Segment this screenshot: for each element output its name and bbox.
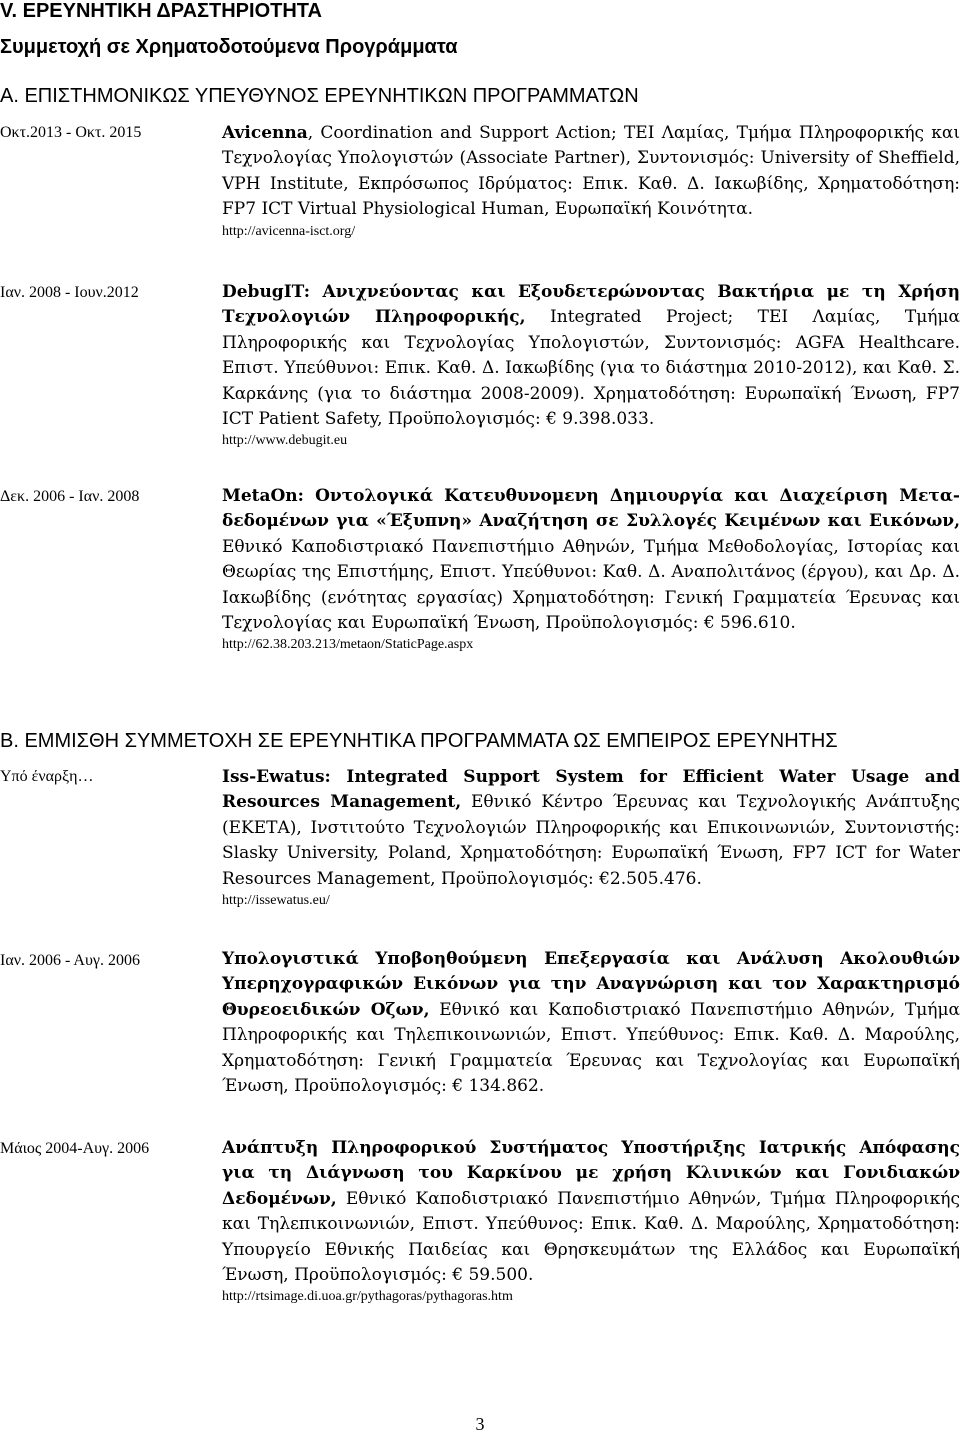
group-a-title: Α. ΕΠΙΣΤΗΜΟΝΙΚΩΣ ΥΠΕΥΘΥΝΟΣ ΕΡΕΥΝΗΤΙΚΩΝ ΠΡΟΓΡΑΜΜΑΤΩΝ — [0, 85, 639, 107]
entry-text: Integrated Project; ΤΕΙ Λαμίας, Τμήμα Πληροφορικής και Τεχνολογίας Υπολογιστών, Συντονισμός: AGFA Healthcare. Επιστ. Υπεύθυνοι: Επικ. Καθ. Δ. Ιακωβίδης (για το διάστημα 2010-2012), και Καθ. Σ. Καρκάνης (για το διάστημα 2008-2009). Χρηματοδότηση: Ευρωπαϊκή Ένωση, FP7 ICT Patient Safety, Προϋπολογισμός: € 9.398.033. — [222, 307, 960, 430]
group-b-title: Β. ΕΜΜΙΣΘΗ ΣΥΜΜΕΤΟΧΗ ΣΕ ΕΡΕΥΝΗΤΙΚΑ ΠΡΟΓΡΑΜΜΑΤΑ ΩΣ ΕΜΠΕΙΡΟΣ ΕΡΕΥΝΗΤΗΣ — [0, 730, 838, 752]
entry-date: Μάιος 2004-Αυγ. 2006 — [0, 1140, 150, 1157]
entry-title: Υπολογιστικά Υποβοηθούμενη Επεξεργασία και Ανάλυση Ακολουθιών Υπερηχογραφικών Εικόνων για την Αναγνώριση και τον Χαρακτηρισμό Θυρεοειδικών Οζων, — [222, 949, 960, 1020]
entry-date: Ιαν. 2006 - Αυγ. 2006 — [0, 952, 140, 969]
entry-description — [222, 947, 960, 1099]
entry-description — [222, 1136, 960, 1306]
entry-title: MetaOn: Οντολογικά Κατευθυνομενη Δημιουργία και Διαχείριση Μετα-δεδομένων για «Έξυπνη» Αναζήτηση σε Συλλογές Κειμένων και Εικόνων, — [222, 486, 960, 532]
entry-title: Iss-Ewatus: Integrated Support System for Efficient Water Usage and Resources Management, — [222, 767, 960, 813]
entry-text: Εθνικό Καποδιστριακό Πανεπιστήμιο Αθηνών, Τμήμα Πληροφορικής και Τηλεπικοινωνιών, Επιστ. Υπεύθυνος: Επικ. Καθ. Δ. Μαρούλης, Χρηματοδότηση: Υπουργείο Εθνικής Παιδείας και Θρησκευμάτων της Ελλάδος και Ευρωπαϊκή Ένωση, Προϋπολογισμός: € 59.500. — [222, 1188, 960, 1286]
entry-title: Ανάπτυξη Πληροφορικού Συστήματος Υποστήριξης Ιατρικής Απόφασης για τη Διάγνωση του Καρκίνου με χρήση Κλινικών και Γονιδιακών Δεδομένων, — [222, 1138, 960, 1209]
entry-link[interactable]: http://rtsimage.di.uoa.gr/pythagoras/pythagoras.htm — [222, 1289, 513, 1305]
entry-link[interactable]: http://issewatus.eu/ — [222, 893, 330, 909]
entry-title: Avicenna — [222, 123, 308, 143]
entry-description — [222, 280, 960, 450]
section-title: V. ΕΡΕΥΝΗΤΙΚΗ ΔΡΑΣΤΗΡΙΟΤΗΤΑ — [0, 0, 322, 22]
entry-description — [222, 765, 960, 910]
entry-description — [222, 121, 960, 241]
entry-date: Υπό έναρξη… — [0, 768, 94, 785]
entry-date: Ιαν. 2008 - Ιουν.2012 — [0, 284, 139, 301]
entry-date: Δεκ. 2006 - Ιαν. 2008 — [0, 488, 140, 505]
entry-title: DebugIT: Ανιχνεύοντας και Εξουδετερώνοντας Βακτήρια με τη Χρήση Τεχνολογιών Πληροφορικής, — [222, 282, 960, 328]
entry-link[interactable]: http://avicenna-isct.org/ — [222, 223, 356, 239]
entry-date: Οκτ.2013 - Οκτ. 2015 — [0, 124, 142, 141]
subsection-title: Συμμετοχή σε Χρηματοδοτούμενα Προγράμματα — [0, 36, 458, 58]
page-number: 3 — [475, 1414, 485, 1434]
entry-link[interactable]: http://www.debugit.eu — [222, 433, 348, 449]
entry-text: Εθνικό Κέντρο Έρευνας και Τεχνολογικής Ανάπτυξης (ΕΚΕΤΑ), Ινστιτούτο Τεχνολογιών Πληροφορικής και Επικοινωνιών, Συντονιστής: Slasky University, Poland, Χρηματοδότηση: Ευρωπαϊκή Ένωση, FP7 ICT for Water Resources Management, Προϋπολογισμός: €2.505.476. — [222, 792, 960, 889]
entry-text: Εθνικό Καποδιστριακό Πανεπιστήμιο Αθηνών, Τμήμα Μεθοδολογίας, Ιστορίας και Θεωρίας της Επιστήμης, Επιστ. Υπεύθυνοι: Καθ. Δ. Αναπολιτάνος (έργου), και Δρ. Δ. Ιακωβίδης (ενότητας εργασίας) Χρηματοδότηση: Γενική Γραμματεία Έρευνας και Τεχνολογίας και Ευρωπαϊκή Ένωση, Προϋπολογισμός: € 596.610. — [222, 536, 960, 634]
entry-description — [222, 484, 960, 654]
entry-link[interactable]: http://62.38.203.213/metaon/StaticPage.aspx — [222, 637, 474, 653]
entry-text: , Coordination and Support Action; ΤΕΙ Λαμίας, Τμήμα Πληροφορικής και Τεχνολογίας Υπολογιστών (Associate Partner), Συντονισμός: University of Sheffield, VPH Institute, Εκπρόσωπος Ιδρύματος: Επικ. Καθ. Δ. Ιακωβίδης, Χρηματοδότηση: FP7 ICT Virtual Physiological Human, Ευρωπαϊκή Κοινότητα. — [222, 123, 960, 220]
entry-text: Εθνικό και Καποδιστριακό Πανεπιστήμιο Αθηνών, Τμήμα Πληροφορικής και Τηλεπικοινωνιών, Επιστ. Υπεύθυνος: Επικ. Καθ. Δ. Μαρούλης, Χρηματοδότηση: Γενική Γραμματεία Έρευνας και Τεχνολογίας και Ευρωπαϊκή Ένωση, Προϋπολογισμός: € 134.862. — [222, 999, 960, 1097]
